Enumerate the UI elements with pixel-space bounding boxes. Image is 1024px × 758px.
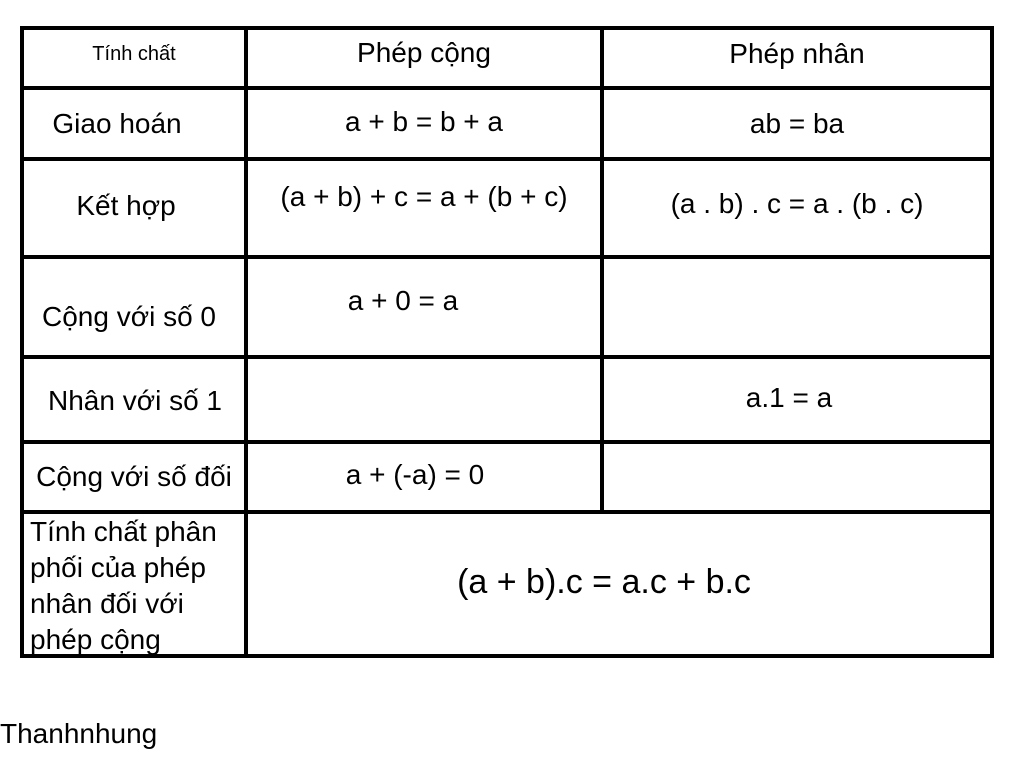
multiplication-associative: (a . b) . c = a . (b . c) bbox=[670, 188, 924, 219]
addition-multiply-one bbox=[248, 359, 600, 440]
property-distributive-line: Tính chất phân bbox=[30, 516, 217, 547]
property-multiply-one: Nhân với số 1 bbox=[47, 385, 222, 416]
table-border-right bbox=[990, 26, 994, 658]
multiplication-add-zero bbox=[604, 259, 990, 355]
addition-add-opposite: a + (-a) = 0 bbox=[345, 459, 485, 490]
distributive-formula: (a + b).c = a.c + b.c bbox=[457, 563, 751, 601]
property-distributive-line: nhân đối với bbox=[30, 588, 184, 619]
property-associative: Kết hợp bbox=[76, 190, 176, 221]
property-distributive bbox=[30, 514, 244, 654]
addition-associative: (a + b) + c = a + (b + c) bbox=[280, 181, 568, 212]
addition-commutative: a + b = b + a bbox=[344, 106, 504, 137]
property-distributive-line: phối của phép bbox=[30, 552, 206, 583]
header-property: Tính chất bbox=[92, 43, 176, 65]
header-multiplication: Phép nhân bbox=[729, 38, 865, 69]
header-addition: Phép cộng bbox=[357, 37, 491, 68]
property-add-opposite: Cộng với số đối bbox=[36, 461, 232, 492]
addition-add-zero: a + 0 = a bbox=[347, 285, 459, 316]
multiplication-add-opposite bbox=[604, 444, 990, 510]
multiplication-commutative: ab = ba bbox=[749, 107, 845, 139]
property-add-zero: Cộng với số 0 bbox=[41, 301, 216, 332]
property-commutative: Giao hoán bbox=[52, 107, 182, 139]
author-label: Thanhnhung bbox=[0, 718, 158, 749]
multiplication-multiply-one: a.1 = a bbox=[745, 382, 833, 413]
table-border-bottom bbox=[20, 654, 994, 658]
property-distributive-line: phép cộng bbox=[30, 624, 161, 655]
